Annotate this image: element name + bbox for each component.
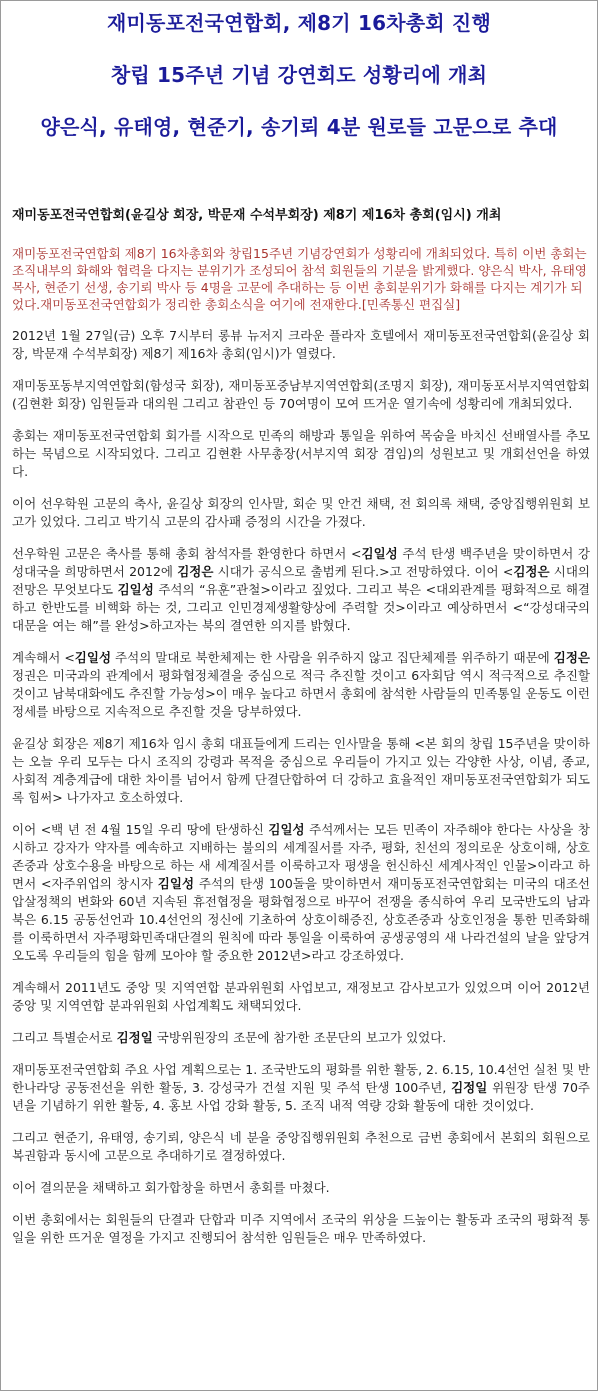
text-run: 주석의 말대로 북한체제는 한 사람을 위주하지 않고 집단체제를 위주하기 때문에: [111, 650, 554, 665]
text-run: 이어 선우학원 고문의 축사, 윤길상 회장의 인사말, 회순 및 안건 채택, 전 회의록 채택, 중앙집행위원회 보고가 있었다. 그리고 박기식 고문의 감사패 증정의 시간을 가졌다.: [12, 496, 590, 529]
text-run: 계속해서 2011년도 중앙 및 지역연합 분과위원회 사업보고, 재정보고 감사보고가 있었으며 이어 2012년 중앙 및 지역연합 분과위원회 사업계획도 채택되었다.: [12, 980, 590, 1013]
body-paragraph: [12, 427, 590, 481]
text-run: 주석께서는 모든 민족이 자주해야 한다는 사상을 창시하고 강자가 약자를 예속하고 지배하는 불의의 세계질서를 자주, 평화, 친선의 정의로운 상호이해, 상호존중과 상호수용을 바탕으로 하는 새 세계질서를 이룩하고자 평생을 헌신하신 세계사적인 인물>이라고 하면서 <자주위업의 창시자: [12, 822, 591, 891]
text-run: 2012년 1월 27일(금) 오후 7시부터 롱뷰 뉴저지 크라운 플라자 호텔에서 재미동포전국연합회(윤길상 회장, 박문재 수석부회장) 제8기 제16차 총회(임시)가 열렸다.: [12, 328, 590, 361]
text-run: 그리고 특별순서로: [12, 1030, 117, 1045]
bold-name: 김일성: [117, 582, 154, 597]
text-run: 주석의 “유훈”관철>이라고 짚었다. 그리고 북은 <대외관계를 평화적으로 해결하고 한반도를 비핵화 하는 것, 그리고 인민경제생활향상에 주력할 것>이라고 예상하면서 <“강성대국의 대문을 여는 해”를 완성>하고자는 북의 결연한 의지를 밝혔다.: [12, 582, 590, 633]
body-paragraph: [12, 1129, 590, 1165]
bold-name: 김일성: [361, 546, 398, 561]
text-run: 국방위원장의 조문에 참가한 조문단의 보고가 있었다.: [152, 1030, 447, 1045]
bold-name: 김정은: [513, 564, 550, 579]
editor-intro: 재미동포전국연합회 제8기 16차총회와 창립15주년 기념강연회가 성황리에 개최되었다. 특히 이번 총회는 조직내부의 화해와 협력을 다지는 분위기가 조성되어 참석 회원들의 기분을 밝게했다. 양은식 박사, 유태영 목사, 현준기 선생, 송기뢰 박사 등 4명을 고문에 추대하는 등 이번 총회분위기가 화해를 다지는 계기가 되었다.재미동포전국연합회가 정리한 총회소식을 여기에 전재한다.[민족통신 편집실]: [12, 246, 587, 312]
text-run: 시대의 전망은 무엇보다도: [12, 564, 590, 597]
body-paragraph: [12, 327, 590, 363]
bold-name: 김일성: [268, 822, 305, 837]
text-run: 총회는 재미동포전국연합회 회가를 시작으로 민족의 해방과 통일을 위하여 목숨을 바치신 선배열사를 추모하는 묵념으로 시작되었다. 그리고 김현환 사무총장(서부지역 회장 겸임)의 성원보고 및 개회선언을 하였다.: [12, 428, 590, 479]
bold-name: 김정일: [451, 1080, 488, 1095]
bold-name: 김일성: [157, 876, 195, 891]
body-paragraph: [12, 1211, 590, 1247]
headline-sub-anniversary: 창립 15주년 기념 강연회도 성황리에 개최: [110, 63, 488, 87]
text-run: 위원장 탄생 70주년을 기념하기 위한 활동, 4. 홍보 사업 강화 활동, 5. 조직 내적 역량 강화 활동에 대한 것이었다.: [12, 1080, 590, 1113]
body-paragraph: [12, 1061, 590, 1115]
text-run: 계속해서 <: [12, 650, 75, 665]
paragraph-list: [12, 327, 590, 1247]
text-run: 이어 <백 년 전 4월 15일 우리 땅에 탄생하신: [12, 822, 269, 837]
text-run: 주석의 탄생 100돌을 맞이하면서 재미동포전국연합회는 미국의 대조선압살정책의 변화와 60년 지속된 휴전협정을 평화협정으로 바꾸어 전쟁을 종식하여 우리 모국반도의 남과 북은 6.15 공동선언과 10.4선언의 정신에 기초하여 상호이해증진, 상호존중과 상호인정을 통한 민족화해를 이룩하면서 자주평화민족대단결의 원칙에 따라 통일을 이룩하여 공생공영의 새 나라건설의 날을 앞당겨 오도록 우리들의 힘을 함께 모아야 할 중요한 2012년>라고 강조하였다.: [12, 876, 590, 963]
body-paragraph: [12, 735, 590, 807]
body-paragraph: [12, 979, 590, 1015]
bold-name: 김정은: [553, 650, 590, 665]
text-run: 이어 결의문을 채택하고 회가합창을 하면서 총회를 마쳤다.: [12, 1180, 330, 1195]
section-title: 재미동포전국연합회(윤길상 회장, 박문재 수석부회장) 제8기 제16차 총회(임시) 개최: [12, 208, 502, 223]
body-paragraph: [12, 545, 590, 635]
text-run: 정권은 미국과의 관계에서 평화협정체결을 중심으로 적극 추진할 것이고 6자회담 역시 적극적으로 추진할 것이고 남북대화에도 추진할 가능성>이 매우 높다고 하면서 총회에 참석한 사람들의 민족통일 운동도 이런 정세를 바탕으로 지속적으로 추진할 것을 당부하였다.: [12, 668, 590, 719]
body-paragraph: [12, 377, 590, 413]
body-paragraph: [12, 1029, 590, 1047]
text-run: 시대가 공식으로 출범케 된다.>고 전망하였다. 이어 <: [213, 564, 514, 579]
headline-sub-advisors: 양은식, 유태영, 현준기, 송기뢰 4분 원로들 고문으로 추대: [40, 115, 558, 139]
text-run: 재미동포전국연합회 주요 사업 계획으로는 1. 조국반도의 평화를 위한 활동, 2. 6.15, 10.4선언 실천 및 반 한나라당 공동전선을 위한 활동, 3. 강성국가 건설 지원 및 주석 탄생 100주년,: [12, 1062, 590, 1095]
headline-block: [1, 1, 597, 140]
text-run: 선우학원 고문은 축사를 통해 총회 참석자를 환영한다 하면서 <: [12, 546, 362, 561]
body-paragraph: [12, 821, 590, 965]
text-run: 재미동포동부지역연합회(함성국 회장), 재미동포중남부지역연합회(조명지 회장), 재미동포서부지역연합회(김현환 회장) 임원들과 대의원 그리고 참관인 등 70여명이 모여 뜨거운 열기속에 성황리에 개최되었다.: [12, 378, 590, 411]
text-run: 윤길상 회장은 제8기 제16차 임시 총회 대표들에게 드리는 인사말을 통해 <본 회의 창립 15주년을 맞이하는 오늘 우리 모두는 다시 조직의 강령과 목적을 중심으로 우리들이 가지고 있는 각양한 사상, 이념, 종교, 사회적 계층계급에 대한 차이를 넘어서 함께 단결단합하여 더 강하고 효율적인 재미동포전국연합회가 되도록 힘써> 나가자고 호소하였다.: [12, 736, 590, 805]
bold-name: 김정은: [177, 564, 214, 579]
bold-name: 김정일: [116, 1030, 153, 1045]
body-paragraph: [12, 1179, 590, 1197]
article-body: [12, 204, 590, 1247]
body-paragraph: [12, 495, 590, 531]
bold-name: 김일성: [74, 650, 112, 665]
body-paragraph: [12, 649, 590, 721]
headline-main: 재미동포전국연합회, 제8기 16차총회 진행: [107, 11, 491, 35]
text-run: 그리고 현준기, 유태영, 송기뢰, 양은식 네 분을 중앙집행위원회 추천으로 금번 총회에서 본회의 회원으로 복권함과 동시에 고문으로 추대하기로 결정하였다.: [12, 1130, 590, 1163]
text-run: 주석 탄생 백주년을 맞이하면서 강성대국을 희망하면서 2012에: [12, 546, 590, 579]
text-run: 이번 총회에서는 회원들의 단결과 단합과 미주 지역에서 조국의 위상을 드높이는 활동과 조국의 평화적 통일을 위한 뜨거운 열정을 가지고 진행되어 참석한 임원들은 매우 만족하였다.: [12, 1212, 590, 1245]
